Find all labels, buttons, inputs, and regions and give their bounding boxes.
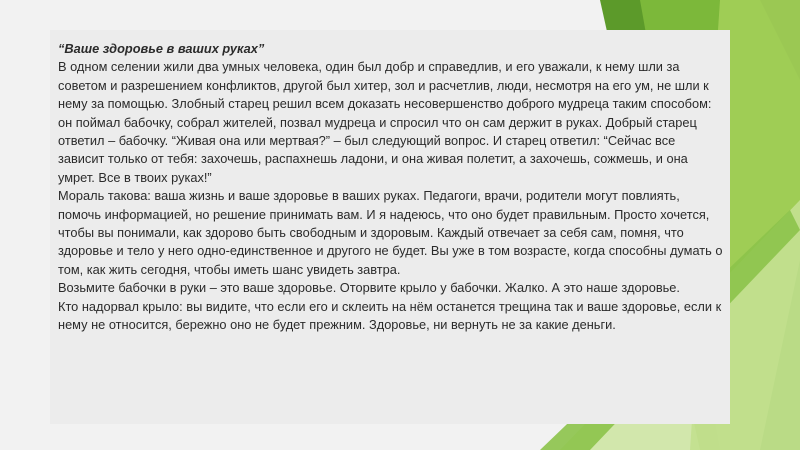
paragraph-conclusion: Кто надорвал крыло: вы видите, что если его и склеить на нём останется трещина так и ваше здоровье, если к нему не относится, бережно оно не будет прежним. Здоровье, ни вернуть не за какие деньги. — [58, 298, 722, 333]
paragraph-moral: Мораль такова: ваша жизнь и ваше здоровье в ваших руках. Педагоги, врачи, родители могут повлиять, помочь информацией, но решение принимать вам. И я надеюсь, что оно будет правильным. Просто хочется, чтобы вы понимали, как здорово быть свободным и здоровым. Каждый отвечает за себя сам, помня, что здоровье и тело у него одно-единственное и другого не будет. Вы уже в том возрасте, когда способны думать о том, как жить сегодня, чтобы иметь шанс увидеть завтра. — [58, 188, 723, 277]
slide-text — [58, 40, 724, 335]
paragraph-butterfly: Возьмите бабочки в руки – это ваше здоровье. Оторвите крыло у бабочки. Жалко. А это наше здоровье. — [58, 280, 680, 296]
slide-title: “Ваше здоровье в ваших руках” — [58, 41, 265, 56]
paragraph-story: В одном селении жили два умных человека, один был добр и справедлив, и его уважали, к нему шли за советом и разрешением конфликтов, другой был хитер, зол и расчетлив, люди, несмотря на его ум, не шли к нему за помощью. Злобный старец решил всем доказать несовершенство доброго мудреца таким способом: он поймал бабочку, собрал жителей, позвал мудреца и спросил что он сам держит в руках. Добрый старец ответил – бабочку. “Живая она или мертвая?” – был следующий вопрос. И старец ответил: “Сейчас все зависит только от тебя: захочешь, распахнешь ладони, и она живая полетит, а захочешь, сожмешь, и она умрет. Все в твоих руках!” — [58, 59, 712, 185]
